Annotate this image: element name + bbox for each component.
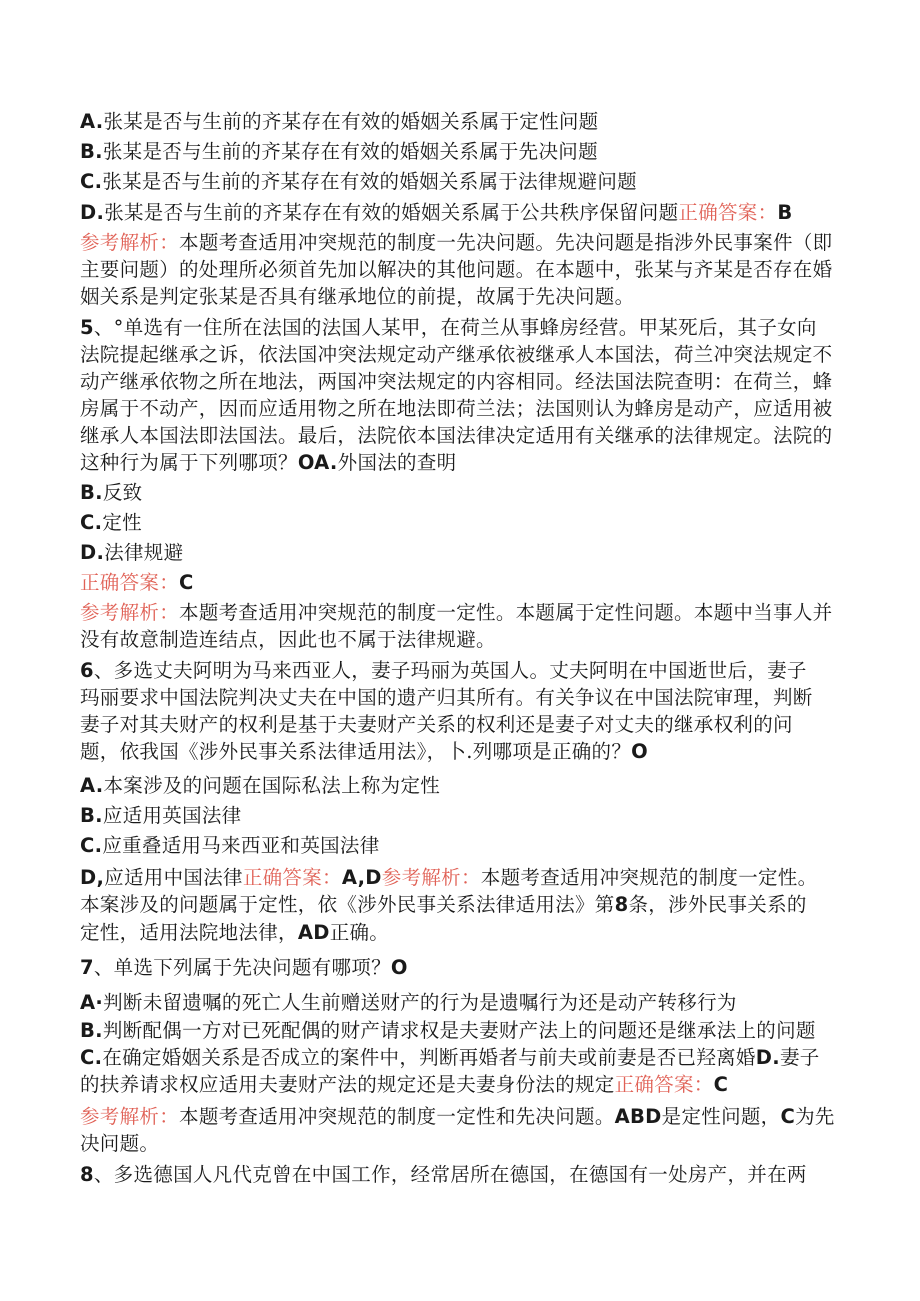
answer-label: 正确答案： — [80, 571, 180, 594]
text-line — [80, 285, 634, 309]
text-line — [80, 628, 496, 652]
text-run: 本案涉及的问题属于定性，依《涉外民事关系法律适用法》第 — [80, 893, 615, 916]
bold-marker: O — [631, 740, 649, 763]
bold-marker: D. — [80, 541, 105, 564]
text-run: 本题考查适用冲突规范的制度一定性。本题属于定性问题。本题中当事人并 — [179, 601, 833, 624]
text-line — [80, 397, 832, 421]
answer-label: 正确答案： — [242, 866, 342, 889]
text-line — [80, 571, 194, 595]
text-run: 继承人本国法即法国法。最后，法院依本国法律决定适用有关继承的法律规定。法院的 — [80, 424, 833, 447]
text-run: 张某是否与生前的齐某存在有效的婚姻关系属于公共秩序保留问题 — [104, 201, 679, 224]
bold-marker: A. — [80, 774, 104, 797]
text-line — [80, 231, 832, 255]
text-run: 应重叠适用马来西亚和英国法律 — [102, 834, 380, 857]
bold-marker: C. — [80, 834, 103, 857]
answer-label: 正确答案： — [614, 1073, 714, 1096]
bold-marker: 8 — [614, 893, 629, 916]
text-line — [80, 921, 389, 945]
text-line — [80, 774, 440, 798]
bold-marker: O — [390, 956, 408, 979]
bold-marker: 8 — [80, 1163, 94, 1186]
bold-marker: 7 — [80, 956, 94, 979]
text-line — [80, 170, 637, 194]
text-line — [80, 451, 456, 475]
text-line — [80, 804, 241, 828]
text-run: 本题考查适用冲突规范的制度一定性和先决问题。 — [179, 1105, 615, 1128]
text-run: 主要问题）的处理所必须首先加以解决的其他问题。在本题中，张某与齐某是否存在婚 — [80, 258, 833, 281]
text-line — [80, 343, 832, 367]
text-run: 张某是否与生前的齐某存在有效的婚姻关系属于定性问题 — [103, 110, 599, 133]
text-run: 为先 — [795, 1105, 835, 1128]
text-line — [80, 1105, 835, 1129]
text-line — [80, 1073, 728, 1097]
answer-label: 参考解析： — [381, 866, 481, 889]
text-run: 定性，适用法院地法律， — [80, 921, 298, 944]
text-line — [80, 1163, 807, 1187]
text-run: 法院提起继承之诉，依法国冲突法规定动产继承依被继承人本国法，荷兰冲突法规定不 — [80, 343, 833, 366]
bold-marker: A,D — [341, 866, 382, 889]
text-line — [80, 834, 380, 858]
bold-marker: AD — [297, 921, 330, 944]
text-run: 动产继承依物之所在地法，两国冲突法规定的内容相同。经法国法院查明：在荷兰，蜂 — [80, 370, 833, 393]
text-run: 题，依我国《涉外民事关系法律适用法》，卜.列哪项是正确的？ — [80, 740, 632, 763]
text-run: 反致 — [102, 481, 143, 504]
text-run: 、多选德国人凡代克曾在中国工作，经常居所在德国，在德国有一处房产，并在两 — [93, 1163, 807, 1186]
text-run: 、单选下列属于先决问题有哪项？ — [93, 956, 391, 979]
text-run: 应适用中国法律 — [104, 866, 243, 889]
bold-marker: ABD — [614, 1105, 662, 1128]
text-line — [80, 659, 807, 683]
text-line — [80, 201, 793, 225]
text-run: 的扶养请求权应适用夫妻财产法的规定还是夫妻身份法的规定 — [80, 1073, 615, 1096]
text-line — [80, 481, 142, 505]
text-run: 本题考查适用冲突规范的制度一定性。 — [480, 866, 818, 889]
text-line — [80, 110, 598, 134]
bold-marker: B. — [80, 1019, 103, 1042]
answer-label: 参考解析： — [80, 601, 180, 624]
text-line — [80, 1132, 159, 1156]
answer-label: 正确答案： — [678, 201, 778, 224]
text-line — [80, 511, 142, 535]
bold-marker: D. — [755, 1046, 780, 1069]
answer-label: 参考解析： — [80, 1105, 180, 1128]
bold-marker: B. — [80, 140, 103, 163]
bold-marker: OA. — [297, 451, 338, 474]
bold-marker: C. — [80, 170, 103, 193]
text-line — [80, 316, 817, 340]
text-line — [80, 956, 408, 980]
text-run: 姻关系是判定张某是否具有继承地位的前提，故属于先决问题。 — [80, 285, 635, 308]
bold-marker: B. — [80, 804, 103, 827]
text-run: 本题考查适用冲突规范的制度一先决问题。先决问题是指涉外民事案件（即 — [179, 231, 833, 254]
text-run: 在确定婚姻关系是否成立的案件中，判断再婚者与前夫或前妻是否已羟离婚 — [102, 1046, 756, 1069]
text-run: 外国法的查明 — [337, 451, 457, 474]
text-line — [80, 601, 832, 625]
bold-marker: A· — [80, 991, 104, 1014]
bold-marker: C. — [80, 511, 103, 534]
text-run: 本案涉及的问题在国际私法上称为定性 — [103, 774, 441, 797]
text-run: 是定性问题， — [661, 1105, 781, 1128]
text-line — [80, 258, 832, 282]
text-line — [80, 740, 648, 764]
text-line — [80, 541, 183, 565]
text-line — [80, 1019, 816, 1043]
text-run: 判断未留遗嘱的死亡人生前赠送财产的行为是遗嘱行为还是动产转移行为 — [103, 991, 737, 1014]
bold-marker: C — [179, 571, 194, 594]
bold-marker: A. — [80, 110, 104, 133]
text-run: 决问题。 — [80, 1132, 160, 1155]
text-run: 妻子对其夫财产的权利是基于夫妻财产关系的权利还是妻子对丈夫的继承权利的问 — [80, 713, 793, 736]
bold-marker: C. — [80, 1046, 103, 1069]
text-line — [80, 140, 598, 164]
bold-marker: 6 — [80, 659, 94, 682]
text-run: 、°单选有一住所在法国的法国人某甲，在荷兰从事蜂房经营。甲某死后，其子女向 — [93, 316, 817, 339]
text-run: 判断配偶一方对已死配偶的财产请求权是夫妻财产法上的问题还是继承法上的问题 — [102, 1019, 816, 1042]
text-run: 这种行为属于下列哪项？ — [80, 451, 298, 474]
text-run: 法律规避 — [104, 541, 184, 564]
text-line — [80, 893, 807, 917]
text-line — [80, 991, 737, 1015]
bold-marker: D, — [80, 866, 105, 889]
text-run: 没有故意制造连结点，因此也不属于法律规避。 — [80, 628, 496, 651]
text-line — [80, 370, 832, 394]
text-line — [80, 713, 793, 737]
text-line — [80, 1046, 820, 1070]
bold-marker: B — [777, 201, 793, 224]
text-line — [80, 866, 817, 890]
bold-marker: 5 — [80, 316, 94, 339]
text-run: 玛丽要求中国法院判决丈夫在中国的遗产归其所有。有关争议在中国法院审理，判断 — [80, 686, 813, 709]
answer-label: 参考解析： — [80, 231, 180, 254]
text-run: 正确。 — [329, 921, 390, 944]
text-run: 张某是否与生前的齐某存在有效的婚姻关系属于先决问题 — [102, 140, 598, 163]
text-run: 条，涉外民事关系的 — [628, 893, 807, 916]
text-run: 妻子 — [779, 1046, 820, 1069]
bold-marker: D. — [80, 201, 105, 224]
text-run: 应适用英国法律 — [102, 804, 242, 827]
text-line — [80, 424, 832, 448]
text-line — [80, 686, 813, 710]
text-run: 定性 — [102, 511, 142, 534]
bold-marker: C — [780, 1105, 796, 1128]
text-run: 房属于不动产，因而应适用物之所在地法即荷兰法；法国则认为蜂房是动产，应适用被 — [80, 397, 833, 420]
bold-marker: C — [713, 1073, 729, 1096]
bold-marker: B. — [80, 481, 103, 504]
text-run: 张某是否与生前的齐某存在有效的婚姻关系属于法律规避问题 — [102, 170, 637, 193]
text-run: 、多选丈夫阿明为马来西亚人，妻子玛丽为英国人。丈夫阿明在中国逝世后，妻子 — [93, 659, 807, 682]
